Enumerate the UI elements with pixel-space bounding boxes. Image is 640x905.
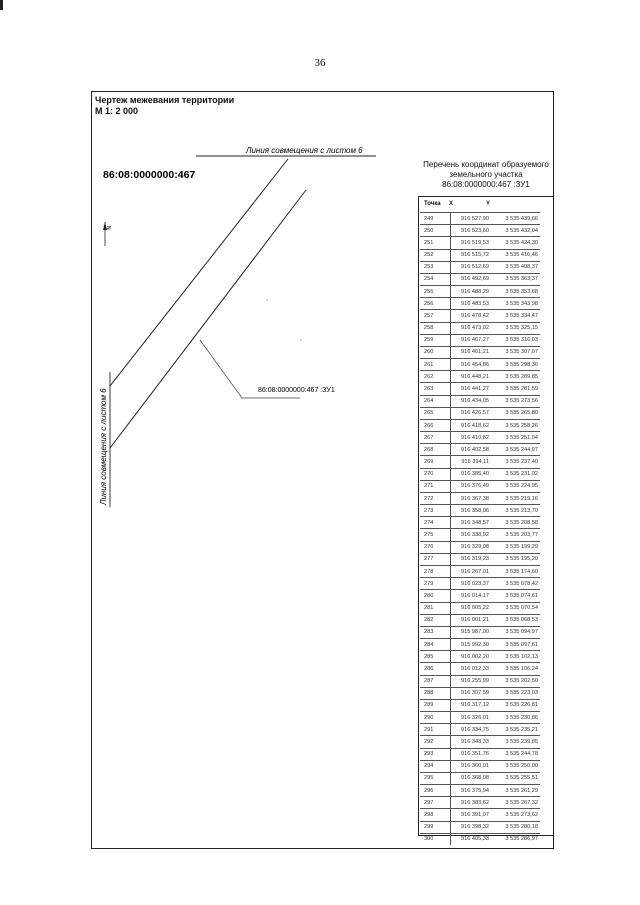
- point-number: 300: [420, 833, 451, 845]
- y-coordinate: 3 535 250,00: [492, 760, 540, 772]
- x-coordinate: 916 394,11: [451, 456, 493, 468]
- point-number: 266: [420, 419, 451, 431]
- y-coordinate: 3 535 231,02: [492, 468, 540, 480]
- x-coordinate: 916 391,07: [451, 809, 493, 821]
- point-number: 254: [420, 273, 451, 285]
- y-coordinate: 3 535 244,78: [492, 748, 540, 760]
- x-coordinate: 916 343,33: [451, 736, 493, 748]
- point-number: 271: [420, 480, 451, 492]
- table-row: [420, 517, 540, 529]
- table-row: [420, 456, 540, 468]
- x-coordinate: 916 519,53: [451, 237, 493, 249]
- table-row: [420, 359, 540, 371]
- point-number: 284: [420, 639, 451, 651]
- table-row: [420, 590, 540, 602]
- x-coordinate: 916 492,69: [451, 273, 493, 285]
- point-number: 278: [420, 565, 451, 577]
- y-coordinate: 3 535 298,36: [492, 359, 540, 371]
- x-coordinate: 916 402,58: [451, 444, 493, 456]
- table-row: [420, 492, 540, 504]
- x-coordinate: 916 307,59: [451, 687, 493, 699]
- y-coordinate: 3 535 097,61: [492, 639, 540, 651]
- y-coordinate: 3 535 195,20: [492, 553, 540, 565]
- col-point-header: Точка: [424, 201, 441, 207]
- point-number: 269: [420, 456, 451, 468]
- x-coordinate: 916 326,01: [451, 712, 493, 724]
- y-coordinate: 3 535 102,13: [492, 651, 540, 663]
- y-coordinate: 3 535 203,77: [492, 529, 540, 541]
- x-coordinate: 916 001,21: [451, 614, 493, 626]
- x-coordinate: 916 358,06: [451, 505, 493, 517]
- point-number: 255: [420, 286, 451, 298]
- point-number: 262: [420, 371, 451, 383]
- point-number: 263: [420, 383, 451, 395]
- table-row: [420, 553, 540, 565]
- x-coordinate: 916 398,32: [451, 821, 493, 833]
- y-coordinate: 3 535 235,21: [492, 724, 540, 736]
- y-coordinate: 3 535 224,95: [492, 480, 540, 492]
- table-row: [420, 286, 540, 298]
- table-row: [420, 760, 540, 772]
- point-number: 253: [420, 261, 451, 273]
- x-coordinate: 916 338,92: [451, 529, 493, 541]
- table-row: [420, 371, 540, 383]
- point-number: 299: [420, 821, 451, 833]
- point-number: 274: [420, 517, 451, 529]
- y-coordinate: 3 535 281,59: [492, 383, 540, 395]
- point-number: 295: [420, 772, 451, 784]
- x-coordinate: 916 012,33: [451, 663, 493, 675]
- y-coordinate: 3 535 273,56: [492, 395, 540, 407]
- y-coordinate: 3 535 325,15: [492, 322, 540, 334]
- x-coordinate: 916 334,75: [451, 724, 493, 736]
- x-coordinate: 916 385,40: [451, 468, 493, 480]
- coord-heading-line2: земельного участка: [449, 170, 523, 179]
- drawing-title-name: Чертеж межевания территории: [95, 95, 235, 105]
- x-coordinate: 916 483,53: [451, 298, 493, 310]
- y-coordinate: 3 535 199,29: [492, 541, 540, 553]
- y-coordinate: 3 535 074,61: [492, 590, 540, 602]
- table-row: [420, 273, 540, 285]
- y-coordinate: 3 535 255,51: [492, 772, 540, 784]
- y-coordinate: 3 535 239,85: [492, 736, 540, 748]
- point-number: 287: [420, 675, 451, 687]
- table-row: [420, 614, 540, 626]
- x-coordinate: 916 515,72: [451, 249, 493, 261]
- side-match-line-label: Линия совмещения с листом 6: [99, 388, 108, 505]
- x-coordinate: 916 360,01: [451, 760, 493, 772]
- table-row: [420, 249, 540, 261]
- north-label: N: [105, 226, 111, 230]
- point-number: 258: [420, 322, 451, 334]
- x-coordinate: 916 376,49: [451, 480, 493, 492]
- table-row: [420, 310, 540, 322]
- table-row: [420, 785, 540, 797]
- x-coordinate: 916 368,08: [451, 772, 493, 784]
- parcel-label: 86:08:0000000:467 :ЗУ1: [258, 387, 335, 394]
- y-coordinate: 3 535 408,37: [492, 261, 540, 273]
- point-number: 281: [420, 602, 451, 614]
- x-coordinate: 916 348,57: [451, 517, 493, 529]
- coord-table-heading: [410, 160, 562, 190]
- table-row: [420, 748, 540, 760]
- y-coordinate: 3 535 094,97: [492, 626, 540, 638]
- table-row: [420, 298, 540, 310]
- table-row: [420, 712, 540, 724]
- point-number: 264: [420, 395, 451, 407]
- point-number: 277: [420, 553, 451, 565]
- table-row: [420, 736, 540, 748]
- table-row: [420, 821, 540, 833]
- point-number: 283: [420, 626, 451, 638]
- y-coordinate: 3 535 432,04: [492, 225, 540, 237]
- parcel-boundary-upper: [110, 159, 288, 386]
- x-coordinate: 916 319,23: [451, 553, 493, 565]
- table-row: [420, 213, 540, 225]
- point-number: 275: [420, 529, 451, 541]
- y-coordinate: 3 535 265,80: [492, 407, 540, 419]
- page-number: 36: [314, 57, 326, 69]
- table-row: [420, 833, 540, 845]
- point-number: 268: [420, 444, 451, 456]
- y-coordinate: 3 535 307,07: [492, 346, 540, 358]
- x-coordinate: 916 478,42: [451, 310, 493, 322]
- y-coordinate: 3 535 267,32: [492, 797, 540, 809]
- table-row: [420, 444, 540, 456]
- point-number: 272: [420, 492, 451, 504]
- point-number: 298: [420, 809, 451, 821]
- table-row: [420, 261, 540, 273]
- x-coordinate: 916 410,82: [451, 432, 493, 444]
- y-coordinate: 3 535 070,54: [492, 602, 540, 614]
- point-number: 282: [420, 614, 451, 626]
- table-row: [420, 578, 540, 590]
- y-coordinate: 3 535 230,86: [492, 712, 540, 724]
- y-coordinate: 3 535 439,66: [492, 213, 540, 225]
- table-row: [420, 639, 540, 651]
- x-coordinate: 916 488,29: [451, 286, 493, 298]
- table-row: [420, 346, 540, 358]
- table-row: [420, 797, 540, 809]
- point-number: 252: [420, 249, 451, 261]
- point-number: 292: [420, 736, 451, 748]
- x-coordinate: 916 461,21: [451, 346, 493, 358]
- y-coordinate: 3 535 280,18: [492, 821, 540, 833]
- x-coordinate: 916 014,17: [451, 590, 493, 602]
- y-coordinate: 3 535 273,62: [492, 809, 540, 821]
- y-coordinate: 3 535 244,07: [492, 444, 540, 456]
- north-arrow-icon: [103, 222, 111, 246]
- table-row: [420, 724, 540, 736]
- x-coordinate: 916 405,33: [451, 833, 493, 845]
- point-number: 297: [420, 797, 451, 809]
- table-row: [420, 772, 540, 784]
- y-coordinate: 3 535 334,47: [492, 310, 540, 322]
- point-number: 257: [420, 310, 451, 322]
- y-coordinate: 3 535 416,46: [492, 249, 540, 261]
- table-row: [420, 432, 540, 444]
- x-coordinate: 916 441,27: [451, 383, 493, 395]
- point-number: 294: [420, 760, 451, 772]
- point-number: 261: [420, 359, 451, 371]
- x-coordinate: 916 527,90: [451, 213, 493, 225]
- x-coordinate: 916 434,05: [451, 395, 493, 407]
- y-coordinate: 3 535 286,97: [492, 833, 540, 845]
- x-coordinate: 915 987,00: [451, 626, 493, 638]
- point-number: 267: [420, 432, 451, 444]
- y-coordinate: 3 535 251,04: [492, 432, 540, 444]
- y-coordinate: 3 535 202,50: [492, 675, 540, 687]
- x-coordinate: 915 992,30: [451, 639, 493, 651]
- drawing-scale: М 1: 2 000: [95, 106, 139, 116]
- point-number: 260: [420, 346, 451, 358]
- parcel-boundary-lower: [110, 190, 306, 448]
- coord-heading-line3: 86:08:0000000:467 :ЗУ1: [442, 180, 530, 189]
- table-row: [420, 334, 540, 346]
- point-number: 293: [420, 748, 451, 760]
- table-row: [420, 565, 540, 577]
- top-match-line-label: Линия совмещения с листом 6: [246, 146, 363, 155]
- point-number: 280: [420, 590, 451, 602]
- y-coordinate: 3 535 363,37: [492, 273, 540, 285]
- x-coordinate: 916 383,62: [451, 797, 493, 809]
- table-row: [420, 383, 540, 395]
- x-coordinate: 916 005,22: [451, 602, 493, 614]
- y-coordinate: 3 535 237,40: [492, 456, 540, 468]
- y-coordinate: 3 535 343,98: [492, 298, 540, 310]
- table-row: [420, 651, 540, 663]
- y-coordinate: 3 535 106,24: [492, 663, 540, 675]
- x-coordinate: 916 367,38: [451, 492, 493, 504]
- x-coordinate: 916 255,99: [451, 675, 493, 687]
- table-row: [420, 687, 540, 699]
- point-number: 249: [420, 213, 451, 225]
- point-number: 285: [420, 651, 451, 663]
- y-coordinate: 3 535 174,60: [492, 565, 540, 577]
- y-coordinate: 3 535 424,30: [492, 237, 540, 249]
- table-row: [420, 663, 540, 675]
- x-coordinate: 916 267,01: [451, 565, 493, 577]
- y-coordinate: 3 535 316,03: [492, 334, 540, 346]
- x-coordinate: 916 329,08: [451, 541, 493, 553]
- y-coordinate: 3 535 078,42: [492, 578, 540, 590]
- x-coordinate: 916 002,20: [451, 651, 493, 663]
- x-coordinate: 916 317,12: [451, 699, 493, 711]
- table-row: [420, 675, 540, 687]
- col-x-header: X: [449, 201, 454, 207]
- point-number: 256: [420, 298, 451, 310]
- y-coordinate: 3 535 226,81: [492, 699, 540, 711]
- point-number: 251: [420, 237, 451, 249]
- y-coordinate: 3 535 353,68: [492, 286, 540, 298]
- point-number: 270: [420, 468, 451, 480]
- table-row: [420, 699, 540, 711]
- table-row: [420, 468, 540, 480]
- x-coordinate: 916 512,69: [451, 261, 493, 273]
- coord-table: [420, 212, 540, 845]
- x-coordinate: 916 023,37: [451, 578, 493, 590]
- table-row: [420, 602, 540, 614]
- x-coordinate: 916 473,02: [451, 322, 493, 334]
- y-coordinate: 3 535 213,70: [492, 505, 540, 517]
- point-number: 250: [420, 225, 451, 237]
- col-y-header: Y: [486, 201, 491, 207]
- x-coordinate: 916 467,27: [451, 334, 493, 346]
- table-row: [420, 225, 540, 237]
- point-number: 273: [420, 505, 451, 517]
- table-row: [420, 395, 540, 407]
- y-coordinate: 3 535 219,16: [492, 492, 540, 504]
- table-row: [420, 529, 540, 541]
- table-row: [420, 407, 540, 419]
- point-number: 286: [420, 663, 451, 675]
- x-coordinate: 916 418,62: [451, 419, 493, 431]
- point-number: 265: [420, 407, 451, 419]
- x-coordinate: 916 454,86: [451, 359, 493, 371]
- y-coordinate: 3 535 258,26: [492, 419, 540, 431]
- y-coordinate: 3 535 223,03: [492, 687, 540, 699]
- y-coordinate: 3 535 068,53: [492, 614, 540, 626]
- point-number: 290: [420, 712, 451, 724]
- y-coordinate: 3 535 289,85: [492, 371, 540, 383]
- x-coordinate: 916 375,94: [451, 785, 493, 797]
- coord-heading-line1: Перечень координат образуемого: [423, 160, 549, 169]
- table-row: [420, 505, 540, 517]
- point-number: 259: [420, 334, 451, 346]
- cadastral-number: 86:08:0000000:467: [103, 169, 196, 181]
- table-row: [420, 541, 540, 553]
- x-coordinate: 916 351,76: [451, 748, 493, 760]
- point-number: 288: [420, 687, 451, 699]
- table-row: [420, 626, 540, 638]
- point-number: 279: [420, 578, 451, 590]
- table-row: [420, 419, 540, 431]
- x-coordinate: 916 448,21: [451, 371, 493, 383]
- table-row: [420, 237, 540, 249]
- y-coordinate: 3 535 261,29: [492, 785, 540, 797]
- point-number: 291: [420, 724, 451, 736]
- point-number: 276: [420, 541, 451, 553]
- table-row: [420, 480, 540, 492]
- x-coordinate: 916 426,57: [451, 407, 493, 419]
- table-row: [420, 322, 540, 334]
- point-number: 296: [420, 785, 451, 797]
- table-row: [420, 809, 540, 821]
- y-coordinate: 3 535 208,58: [492, 517, 540, 529]
- x-coordinate: 916 523,60: [451, 225, 493, 237]
- point-number: 289: [420, 699, 451, 711]
